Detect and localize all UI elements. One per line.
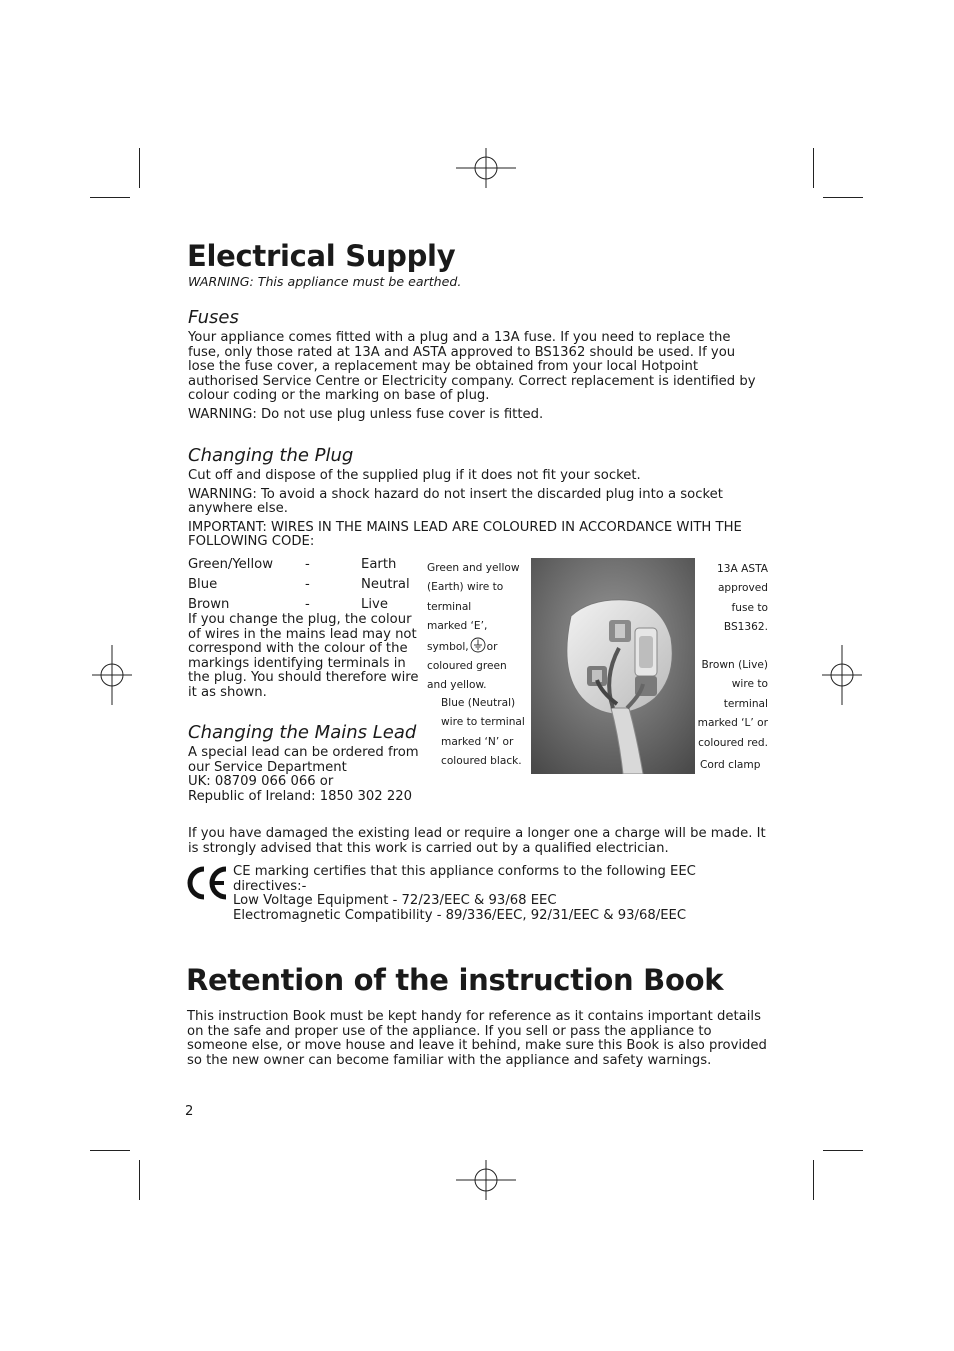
registration-mark-icon — [92, 645, 132, 705]
ce-line: Electromagnetic Compatibility - 89/336/EEC, 92/31/EEC & 93/68/EEC — [233, 907, 687, 923]
caption-line: and yellow. — [427, 679, 487, 692]
plug-important: IMPORTANT: WIRES IN THE MAINS LEAD ARE COLOURED IN ACCORDANCE WITH THE FOLLOWING CODE: — [188, 519, 742, 550]
mains-lead-section — [188, 746, 428, 804]
changing-plug-heading: Changing the Plug — [188, 445, 354, 466]
wire-dash: - — [305, 597, 310, 612]
retention-body: This instruction Book must be kept handy for reference as it contains important details on the safe and proper use of the appliance. If you sell or pass the appliance to someone else, or move house and leave it behind, make sure this Book is also provided so the new owner can become familiar with the appliance and safety warnings. — [187, 1009, 767, 1068]
wire-colour: Brown — [188, 597, 230, 612]
plug-wiring-note: If you change the plug, the colour of wires in the mains lead may not correspond with the colour of the markings identifying terminals in the plug. You should therefore wire it as shown. — [188, 612, 419, 700]
earthed-warning: WARNING: This appliance must be earthed. — [188, 274, 462, 289]
cord-clamp-caption: Cord clamp — [700, 759, 761, 771]
caption-line: coloured black. — [441, 755, 522, 768]
caption-line: wire to terminal — [441, 716, 525, 729]
caption-or: or — [486, 640, 498, 653]
page-title: Electrical Supply — [187, 239, 456, 273]
wire-dash: - — [305, 577, 310, 592]
caption-line: fuse to — [731, 601, 768, 614]
caption-line: marked ‘N’ or — [441, 735, 514, 748]
crop-mark — [139, 1160, 140, 1200]
wire-colour-code — [188, 555, 428, 615]
live-caption — [690, 656, 768, 753]
ce-mark-icon — [184, 865, 230, 901]
caption-line: coloured green — [427, 660, 507, 673]
crop-mark — [90, 197, 130, 198]
caption-line: BS1362. — [723, 621, 768, 634]
caption-line: coloured red. — [698, 736, 768, 749]
wire-name: Live — [361, 597, 388, 612]
caption-line: terminal — [723, 697, 768, 710]
fuses-section — [188, 331, 763, 427]
fuses-warning: WARNING: Do not use plug unless fuse cover is fitted. — [188, 406, 544, 422]
caption-line: terminal — [427, 600, 472, 613]
ce-statement — [233, 865, 765, 923]
wire-code-row — [188, 555, 428, 575]
crop-mark — [139, 148, 140, 188]
caption-line: (Earth) wire to — [427, 581, 504, 594]
crop-mark — [823, 197, 863, 198]
wire-colour: Green/Yellow — [188, 557, 273, 572]
registration-mark-icon — [822, 645, 862, 705]
caption-symbol-line — [427, 637, 527, 657]
ce-line: CE marking certifies that this appliance conforms to the following EEC directives:- — [233, 864, 696, 894]
wire-colour: Blue — [188, 577, 218, 592]
wire-dash: - — [305, 557, 310, 572]
mains-lead-line: Republic of Ireland: 1850 302 220 — [188, 788, 412, 804]
ce-line: Low Voltage Equipment - 72/23/EEC & 93/68 EEC — [233, 893, 557, 909]
caption-line: approved — [717, 582, 768, 595]
registration-mark-icon — [456, 148, 516, 188]
caption-line: Green and yellow — [427, 562, 520, 574]
caption-line: marked ‘L’ or — [697, 717, 768, 730]
changing-plug-section — [188, 469, 763, 554]
wire-name: Neutral — [361, 577, 410, 592]
plug-warning: WARNING: To avoid a shock hazard do not insert the discarded plug into a socket anywhere else. — [188, 486, 723, 517]
plug-photo — [531, 558, 695, 774]
plug-paragraph: Cut off and dispose of the supplied plug if it does not fit your socket. — [188, 468, 641, 483]
earth-symbol-icon — [470, 637, 486, 653]
caption-line: wire to — [731, 678, 768, 691]
caption-line: Brown (Live) — [701, 659, 768, 671]
fuses-heading: Fuses — [188, 307, 239, 328]
earth-caption — [427, 559, 527, 696]
fuses-body: Your appliance comes fitted with a plug and a 13A fuse. If you need to replace the fuse, only those rated at 13A and ASTA approved to BS1362 should be used. If you lose the fuse cover, a replacement may be obtained from your local Hotpoint authorised Service Centre or Electricity company. Correct replacement is identified by colour coding or the marking on base of plug. — [188, 330, 756, 404]
crop-mark — [90, 1150, 130, 1151]
caption-line: marked ‘E’, — [427, 620, 488, 633]
wire-code-row — [188, 575, 428, 595]
crop-mark — [813, 148, 814, 188]
registration-mark-icon — [456, 1160, 516, 1200]
mains-lead-line: A special lead can be ordered from — [188, 745, 419, 760]
damaged-lead-note: If you have damaged the existing lead or require a longer one a charge will be made. It is strongly advised that this work is carried out by a qualified electrician. — [188, 826, 766, 856]
neutral-caption — [441, 694, 531, 772]
caption-line: Blue (Neutral) — [441, 697, 516, 709]
mains-lead-line: UK: 08709 066 066 or — [188, 774, 334, 790]
crop-mark — [823, 1150, 863, 1151]
wire-name: Earth — [361, 557, 397, 572]
fuse-caption — [698, 560, 768, 638]
caption-line: 13A ASTA — [717, 563, 768, 575]
crop-mark — [813, 1160, 814, 1200]
retention-title: Retention of the instruction Book — [186, 963, 724, 997]
page-number: 2 — [185, 1104, 194, 1119]
mains-lead-heading: Changing the Mains Lead — [188, 722, 417, 743]
mains-lead-line: our Service Department — [188, 759, 347, 775]
caption-line: symbol, — [427, 640, 469, 653]
